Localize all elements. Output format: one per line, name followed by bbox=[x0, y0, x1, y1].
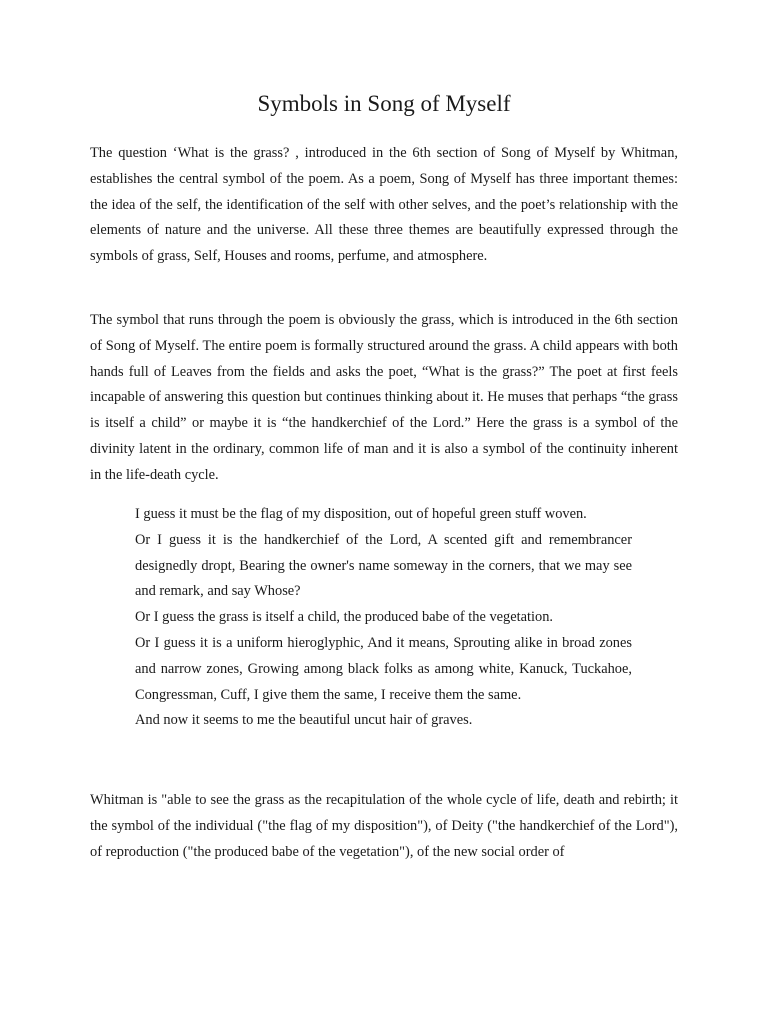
poem-line: Or I guess the grass is itself a child, the produced babe of the vegetation. bbox=[135, 609, 554, 626]
poem-line: And now it seems to me the beautiful uncut hair of graves. bbox=[135, 712, 473, 729]
poem-line: I guess it must be the flag of my disposition, out of hopeful green stuff woven. bbox=[135, 506, 587, 522]
paragraph-intro: The question ‘What is the grass? , introduced in the 6th section of Song of Myself by Whitman, establishes the central symbol of the poem. As a poem, Song of Myself has three important themes: the idea of the self, the identification of the self with other selves, and the poet’s relationship with the elements of nature and the universe. All these three themes are beautifully expressed through the symbols of grass, Self, Houses and rooms, perfume, and atmosphere. bbox=[90, 145, 678, 265]
poem-line: Or I guess it is the handkerchief of the Lord, A scented gift and remembrancer designedly dropt, Bearing the owner's name someway in the corners, that we may see and remark, and say Whose? bbox=[135, 531, 632, 600]
paragraph-recapitulation: Whitman is "able to see the grass as the recapitulation of the whole cycle of life, death and rebirth; it the symbol of the individual ("the flag of my disposition"), of Deity ("the handkerchief of the Lord"), of reproduction ("the produced babe of the vegetation"), of the new social order of bbox=[90, 792, 678, 860]
poem-quote bbox=[135, 502, 632, 734]
document-title: Symbols in Song of Myself bbox=[257, 91, 511, 116]
paragraph-grass-symbol: The symbol that runs through the poem is obviously the grass, which is introduced in the 6th section of Song of Myself. The entire poem is formally structured around the grass. A child appears with both hands full of Leaves from the fields and asks the poet, “What is the grass?” The poet at first feels incapable of answering this question but continues thinking about it. He muses that perhaps “the grass is itself a child” or maybe it is “the handkerchief of the Lord.” Here the grass is a symbol of the divinity latent in the ordinary, common life of man and it is also a symbol of the continuity inherent in the life-death cycle. bbox=[90, 312, 678, 483]
poem-line: Or I guess it is a uniform hieroglyphic, And it means, Sprouting alike in broad zones and narrow zones, Growing among black folks as among white, Kanuck, Tuckahoe, Congressman, Cuff, I give them the same, I receive them the same. bbox=[135, 634, 632, 703]
